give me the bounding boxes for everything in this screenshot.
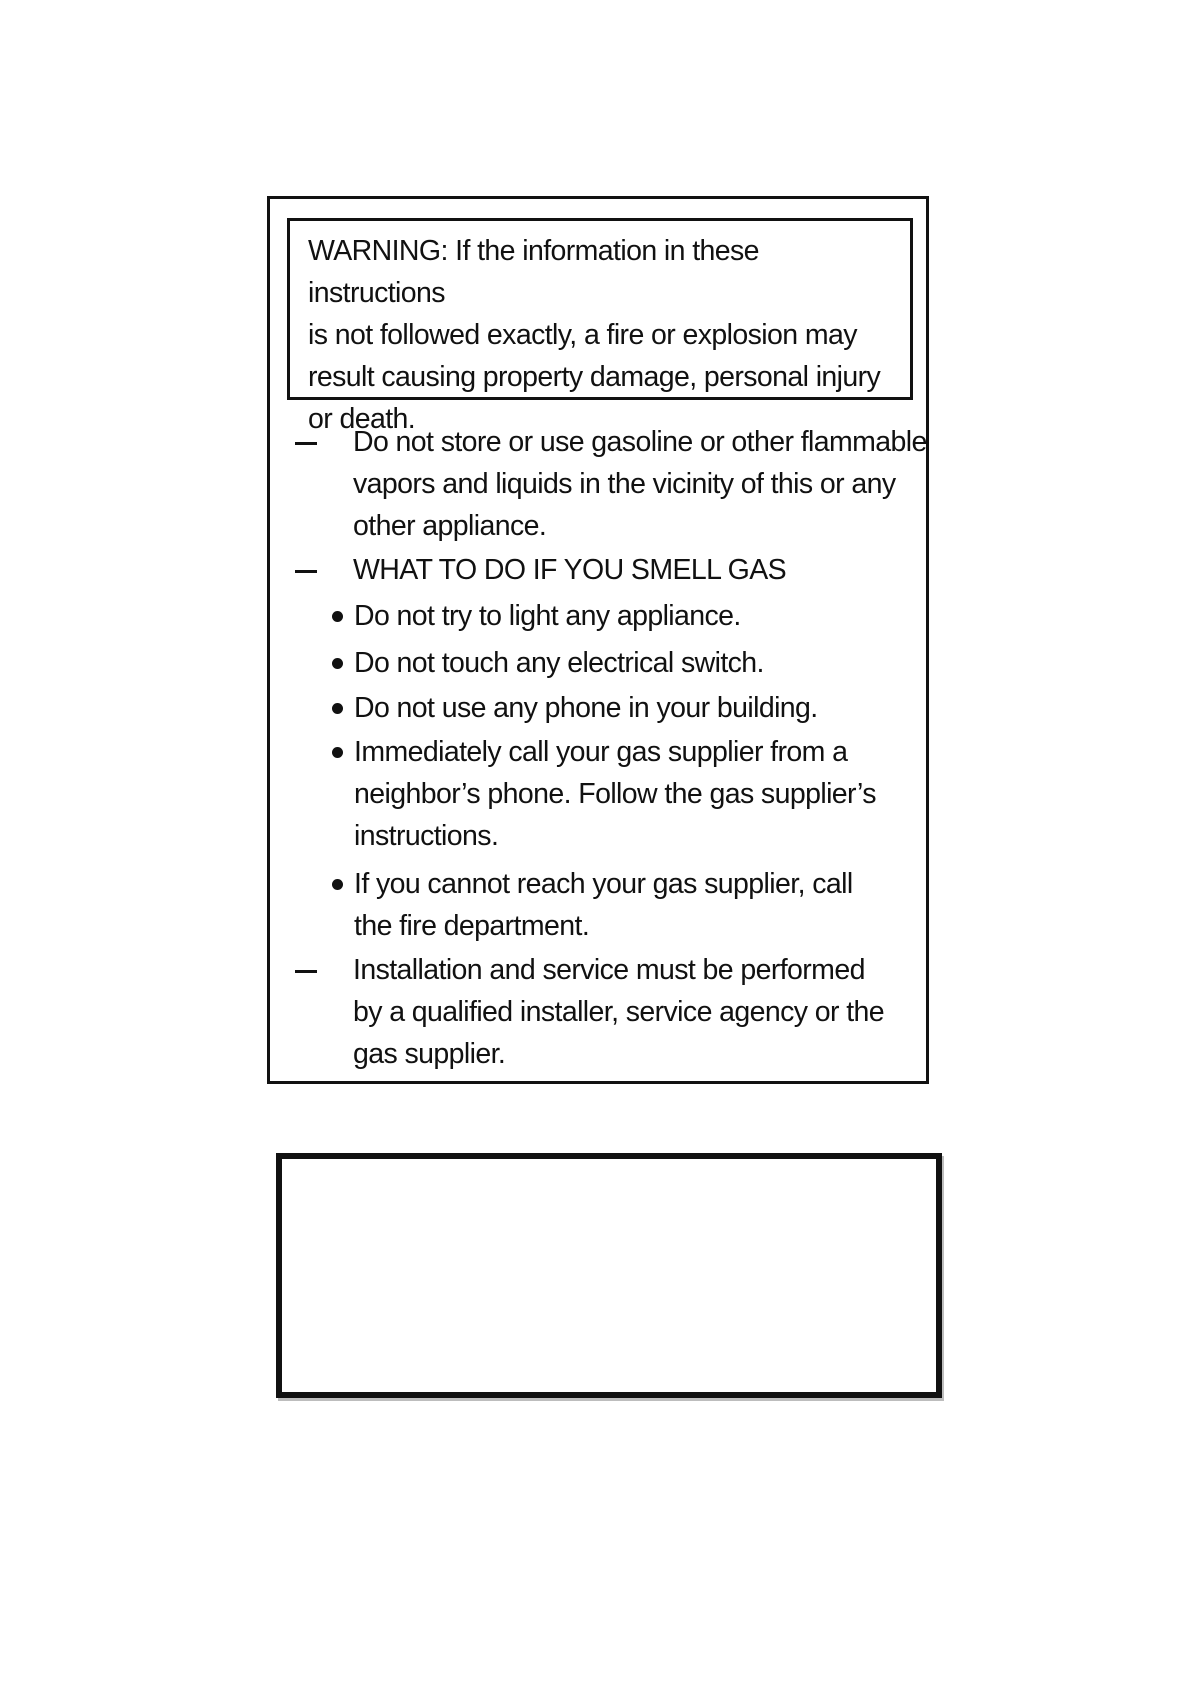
bullet-text: If you cannot reach your gas supplier, call the fire department. xyxy=(354,868,853,942)
bullet-text: Do not try to light any appliance. xyxy=(354,600,741,632)
warning-line-3: result causing property damage, personal injury xyxy=(308,361,881,393)
bullet-call-gas-supplier xyxy=(332,731,892,857)
bullet-icon xyxy=(332,747,343,758)
instruction-store-flammables xyxy=(293,421,927,547)
instruction-text: Installation and service must be performed by a qualified installer, service agency or the gas supplier. xyxy=(353,954,885,1070)
warning-line-1: WARNING: If the information in these instructions xyxy=(308,235,759,309)
bullet-text: Do not use any phone in your building. xyxy=(354,692,818,724)
bullet-do-not-touch-switch xyxy=(332,642,892,684)
bullet-text: Immediately call your gas supplier from a neighbor’s phone. Follow the gas supplier’s instructions. xyxy=(354,736,876,852)
gas-warning-panel xyxy=(267,196,929,1084)
warning-statement-box xyxy=(287,218,913,435)
warning-line-4: or death. xyxy=(308,403,416,435)
instruction-smell-gas-heading xyxy=(293,549,903,591)
bullet-icon xyxy=(332,879,343,890)
bullet-do-not-light xyxy=(332,595,892,637)
bullet-call-fire-department xyxy=(332,863,892,947)
bullet-icon xyxy=(332,703,343,714)
bullet-icon xyxy=(332,658,343,669)
empty-label-box xyxy=(276,1153,942,1398)
bullet-text: Do not touch any electrical switch. xyxy=(354,647,764,679)
bullet-icon xyxy=(332,611,343,622)
instruction-text: Do not store or use gasoline or other flammable vapors and liquids in the vicinity of this or any other appliance. xyxy=(353,426,927,542)
instruction-text: WHAT TO DO IF YOU SMELL GAS xyxy=(353,554,787,586)
instruction-installation-service xyxy=(293,949,903,1075)
bullet-do-not-use-phone xyxy=(332,687,892,729)
warning-line-2: is not followed exactly, a fire or explosion may xyxy=(308,319,857,351)
